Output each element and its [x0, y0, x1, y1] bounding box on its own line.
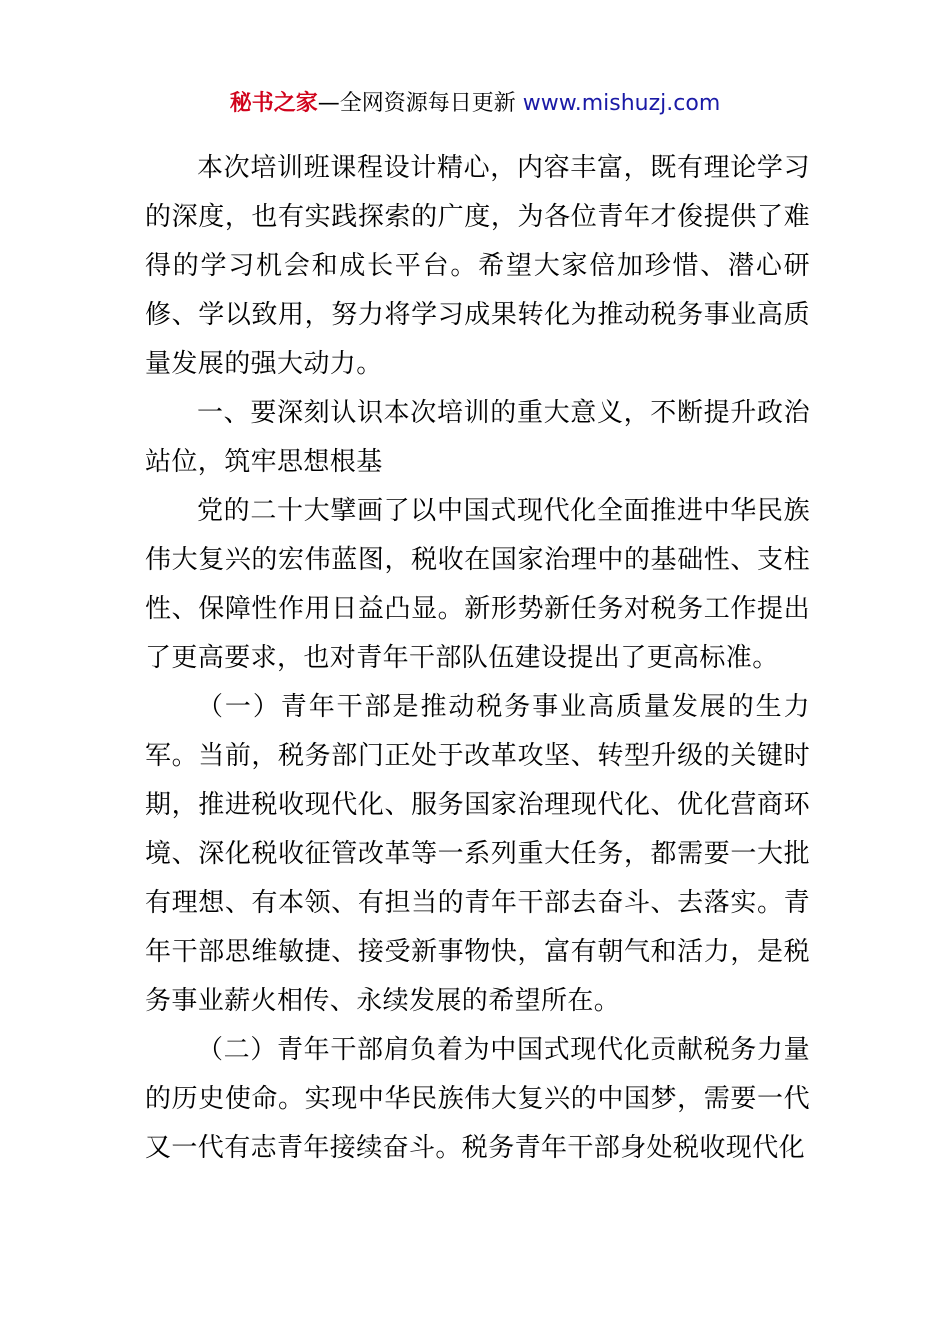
brand-name: 秘书之家: [229, 91, 318, 116]
paragraph-point-1: （一）青年干部是推动税务事业高质量发展的生力军。当前，税务部门正处于改革攻坚、转型升级的关键时期，推进税收现代化、服务国家治理现代化、优化营商环境、深化税收征管改革等一系列重大任务，都需要一大批有理想、有本领、有担当的青年干部去奋斗、去落实。青年干部思维敏捷、接受新事物快，富有朝气和活力，是税务事业薪火相传、永续发展的希望所在。: [145, 692, 810, 1016]
watermark-header: [0, 86, 950, 122]
header-tagline: —全网资源每日更新: [317, 91, 516, 116]
document-body: [145, 144, 810, 1173]
paragraph-point-2: （二）青年干部肩负着为中国式现代化贡献税务力量的历史使命。实现中华民族伟大复兴的中国梦，需要一代又一代有志青年接续奋斗。税务青年干部身处税收现代化: [145, 1035, 810, 1163]
paragraph-intro: 本次培训班课程设计精心，内容丰富，既有理论学习的深度，也有实践探索的广度，为各位青年才俊提供了难得的学习机会和成长平台。希望大家倍加珍惜、潜心研修、学以致用，努力将学习成果转化为推动税务事业高质量发展的强大动力。: [145, 153, 810, 379]
header-url[interactable]: www.mishuzj.com: [522, 91, 721, 116]
paragraph-context: 党的二十大擘画了以中国式现代化全面推进中华民族伟大复兴的宏伟蓝图，税收在国家治理中的基础性、支柱性、保障性作用日益凸显。新形势新任务对税务工作提出了更高要求，也对青年干部队伍建设提出了更高标准。: [145, 496, 810, 673]
section-heading-1: 一、要深刻认识本次培训的重大意义，不断提升政治站位，筑牢思想根基: [145, 398, 810, 477]
